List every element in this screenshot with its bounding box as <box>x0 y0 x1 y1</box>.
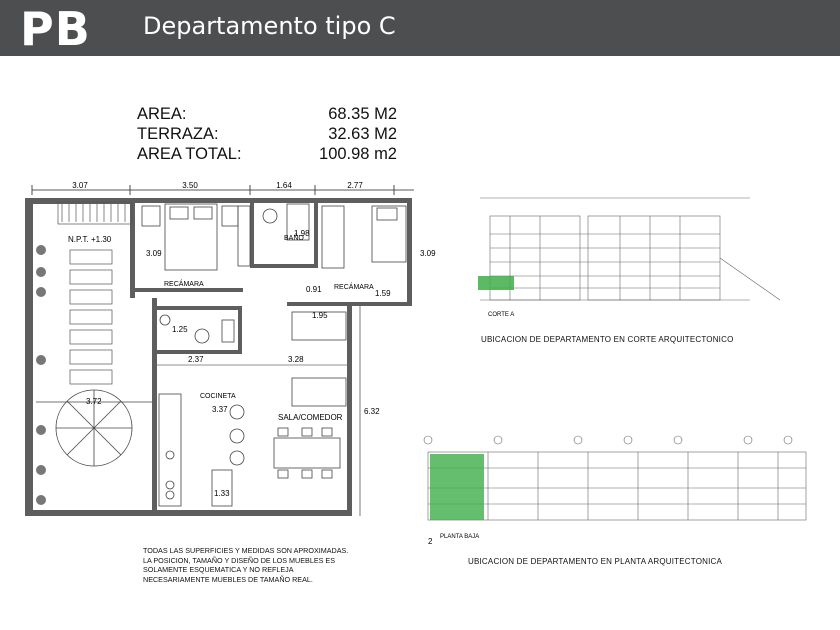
dim-133: 1.33 <box>214 489 230 498</box>
dining-table <box>274 428 340 478</box>
section-thumbnail <box>470 188 800 318</box>
total-area-value: 100.98 m2 <box>319 145 397 163</box>
floorplan-thumbnail <box>398 432 818 550</box>
dim-632: 6.32 <box>364 407 380 416</box>
dim-198: 1.98 <box>294 229 310 238</box>
note-line: SOLAMENTE ESQUEMATICA Y NO REFLEJA <box>143 565 294 574</box>
terrace-label: TERRAZA: <box>137 125 219 143</box>
bedroom-1-bed <box>142 204 250 270</box>
area-table <box>137 104 397 164</box>
walls <box>25 198 412 516</box>
dim-091: 0.91 <box>306 285 322 294</box>
total-area-label: AREA TOTAL: <box>137 145 242 163</box>
area-value: 68.35 M2 <box>328 105 397 123</box>
sala-comedor-label: SALA/COMEDOR <box>278 413 343 422</box>
terrace-row <box>137 124 397 144</box>
section-tag: CORTE A <box>488 312 515 318</box>
bedroom-2-bed <box>322 206 406 268</box>
dim-237: 2.37 <box>188 355 204 364</box>
floorplan-num: 2 <box>428 537 433 546</box>
area-label: AREA: <box>137 105 187 123</box>
floorplan-tag: PLANTA BAJA <box>440 534 480 540</box>
note-line: LA POSICION, TAMAÑO Y DISEÑO DE LOS MUEBLES ES <box>143 555 335 565</box>
disclaimer-note <box>143 546 403 584</box>
dim-top-1: 3.07 <box>72 181 88 190</box>
page-title: Departamento tipo C <box>143 12 396 40</box>
dim-top-2: 3.50 <box>182 181 198 190</box>
section-caption: UBICACION DE DEPARTAMENTO EN CORTE ARQUITECTONICO <box>481 335 734 344</box>
floorplan-caption: UBICACION DE DEPARTAMENTO EN PLANTA ARQUITECTONICA <box>468 557 723 566</box>
total-area-row <box>137 144 397 164</box>
dim-309-right: 3.09 <box>420 249 436 258</box>
recamara-1-label: RECÁMARA <box>164 281 204 288</box>
dim-337: 3.37 <box>212 405 228 414</box>
floor-code: PB <box>20 2 91 56</box>
dim-195: 1.95 <box>312 311 328 320</box>
apartment-floor-plan <box>22 180 436 525</box>
dim-309-left: 3.09 <box>146 249 162 258</box>
cocineta-label: COCINETA <box>200 393 236 400</box>
dim-125: 1.25 <box>172 325 188 334</box>
dim-159: 1.59 <box>375 289 391 298</box>
terrace-plants <box>36 245 46 505</box>
highlighted-unit <box>430 454 484 520</box>
dim-top-4: 2.77 <box>347 181 363 190</box>
dim-top-3: 1.64 <box>276 181 292 190</box>
kitchenette <box>159 394 244 506</box>
note-line: NECESARIAMENTE MUEBLES DE TAMAÑO REAL. <box>143 574 313 584</box>
highlighted-unit <box>478 276 514 290</box>
terrace-deck <box>58 202 132 384</box>
note-line: TODAS LAS SUPERFICIES Y MEDIDAS SON APROXIMADAS. <box>143 546 349 555</box>
npt-label: N.P.T. +1.30 <box>68 235 112 244</box>
recamara-2-label: RECÁMARA <box>334 284 374 291</box>
dim-328: 3.28 <box>288 355 304 364</box>
header-bar <box>0 0 840 56</box>
bano-label: BAÑO <box>284 235 304 242</box>
area-row <box>137 104 397 124</box>
dim-372: 3.72 <box>86 397 102 406</box>
terrace-value: 32.63 M2 <box>328 125 397 143</box>
